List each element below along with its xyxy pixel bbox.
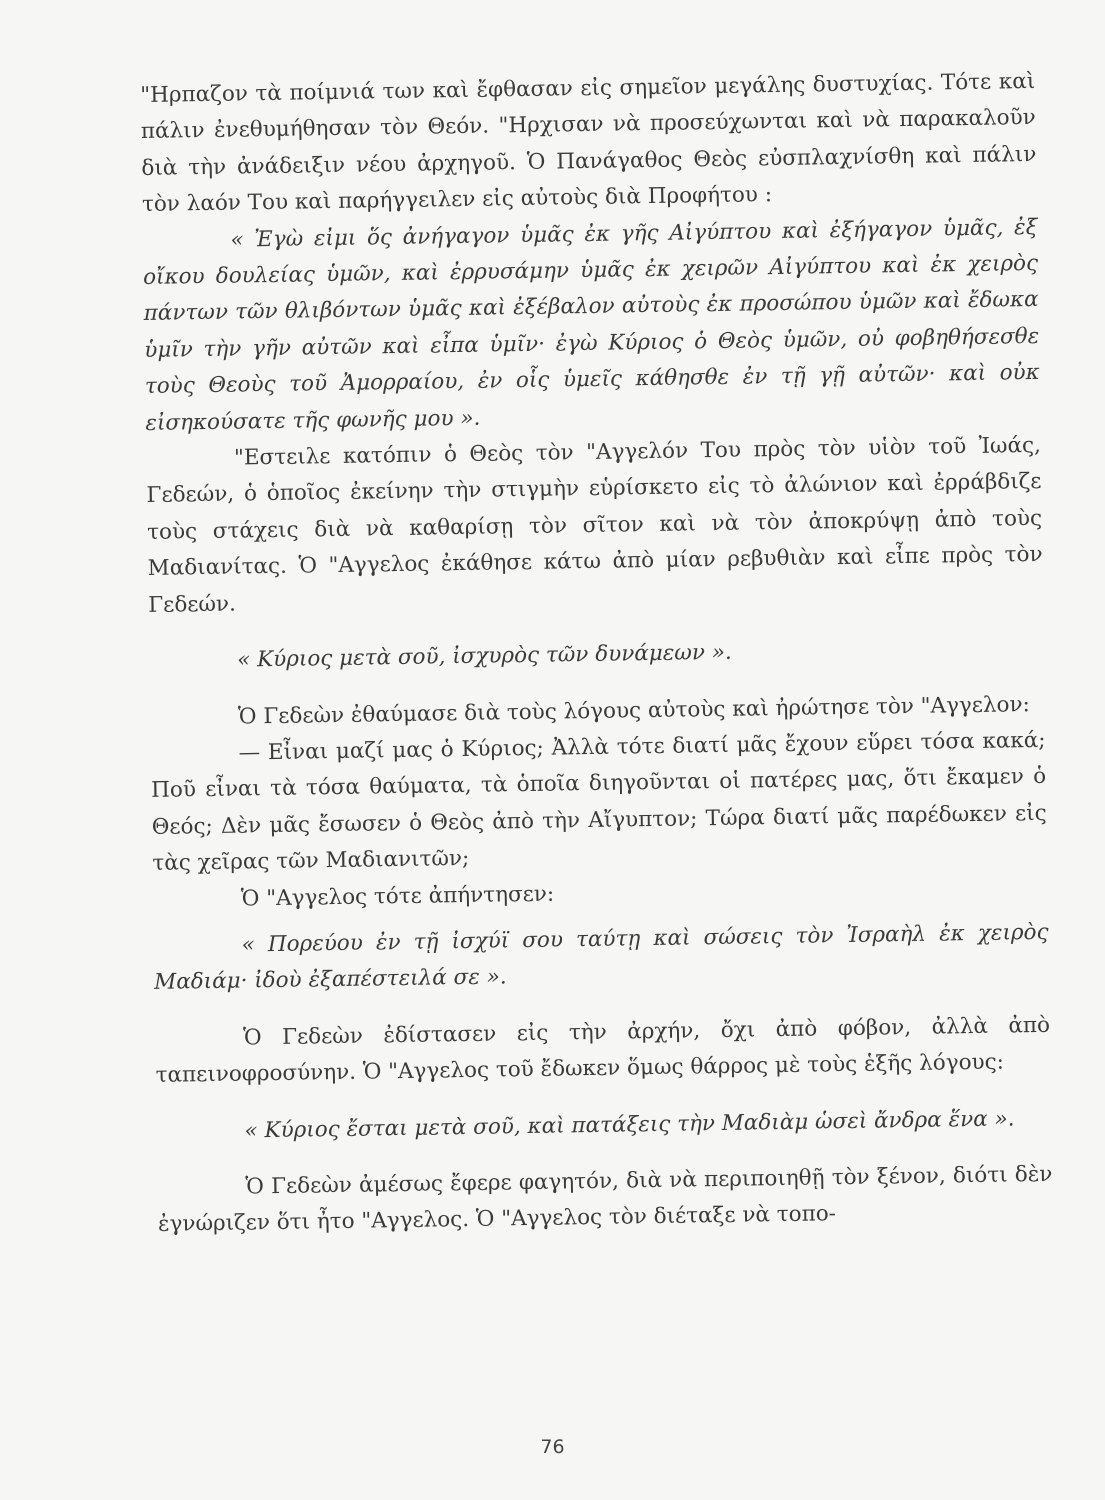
quote-angel-promise: « Κύριος ἔσται μετὰ σοῦ, καὶ πατάξεις τὴν Μαδιὰμ ὡσεὶ ἄνδρα ἕνα ». bbox=[244, 1105, 1015, 1144]
quote-prophet: « Ἐγὼ εἰμι ὅς ἀνήγαγον ὑμᾶς ἐκ γῆς Αἰγύπτου καὶ ἐξήγαγον ὑμᾶς, ἐξ οἴκου δουλείας ὑμῶν, καὶ ἐρρυσάμην ὑμᾶς ἐκ χειρῶν Αἰγύπτου καὶ ἐκ χειρὸς πάντων τῶν θλιβόντων ὑμᾶς καὶ ἐξέβαλον αὐτοὺς ἐκ προσώπου ὑμῶν καὶ ἔδωκα ὑμῖν τὴν γῆν αὐτῶν καὶ εἶπα ὑμῖν· ἐγὼ Κύριος ὁ Θεὸς ὑμῶν, οὐ φοβηθήσεσθε τοὺς Θεοὺς τοῦ Ἀμορραίου, ἐν οἷς ὑμεῖς κάθησθε ἐν τῇ γῇ αὐτῶν· καὶ οὐκ εἰσηκούσατε τῆς φωνῆς μου ». bbox=[142, 214, 1040, 436]
paragraph-intro: "Ηρπαζον τὰ ποίμνιά των καὶ ἔφθασαν εἰς σημεῖον μεγάλης δυστυχίας. Τότε καὶ πάλιν ἐνεθυμήθησαν τὸν Θεόν. "Ηρχισαν νὰ προσεύχωνται καὶ νὰ παρακαλοῦν διὰ τὴν ἀνάδειξιν νέου ἀρχηγοῦ. Ὁ Πανάγαθος Θεὸς εὐσπλαχνίσθη καὶ πάλιν τὸν λαόν Του καὶ παρήγγειλεν εἰς αὐτοὺς διὰ Προφήτου : bbox=[140, 68, 1037, 218]
paragraph-gideon-food: Ὁ Γεδεὼν ἀμέσως ἔφερε φαγητόν, διὰ νὰ περιποιηθῇ τὸν ξένον, διότι δὲν ἐγνώριζεν ὅτι ἦτο "Αγγελος. Ὁ "Αγγελος τὸν διέταξε νὰ τοπο- bbox=[157, 1161, 1053, 1238]
quote-angel-greeting: « Κύριος μετὰ σοῦ, ἰσχυρὸς τῶν δυνάμεων ». bbox=[236, 639, 732, 673]
paragraph-gideon-questions: — Εἶναι μαζί μας ὁ Κύριος; Ἀλλὰ τότε διατί μᾶς ἔχουν εὕρει τόσα κακά; Ποῦ εἶναι τὰ τόσα θαύματα, τὰ ὁποῖα διηγοῦνται οἱ πατέρες μας, ὅτι ἔκαμεν ὁ Θεός; Δὲν μᾶς ἔσωσεν ὁ Θεὸς ἀπὸ τὴν Αἴγυπτον; Τώρα διατί μᾶς παρέδωκεν εἰς τὰς χεῖρας τῶν Μαδιανιτῶν; bbox=[151, 727, 1047, 877]
page-text bbox=[140, 64, 1053, 1244]
paragraph-angel-sent: "Εστειλε κατόπιν ὁ Θεὸς τὸν "Αγγελόν Του πρὸς τὸν υἱὸν τοῦ Ἰωάς, Γεδεών, ὁ ὁποῖος ἐκείνην τὴν στιγμὴν εὑρίσκετο εἰς τὸ ἀλώνιον καὶ ἐρράβδιζε τοὺς στάχεις διὰ νὰ καθαρίσῃ τὸν σῖτον καὶ νὰ τὸν ἀποκρύψῃ ἀπὸ τοὺς Μαδιανίτας. Ὁ "Αγγελος ἐκάθησε κάτω ἀπὸ μίαν ρεβυθιὰν καὶ εἶπε πρὸς τὸν Γεδεών. bbox=[146, 432, 1043, 618]
paragraph-gideon-hesitated: Ὁ Γεδεὼν ἐδίστασεν εἰς τὴν ἀρχήν, ὄχι ἀπὸ φόβον, ἀλλὰ ἀπὸ ταπεινοφροσύνην. Ὁ "Αγγελος τοῦ ἔδωκεν ὅμως θάρρος μὲ τοὺς ἑξῆς λόγους: bbox=[155, 1012, 1051, 1089]
paragraph-angel-answered: Ὁ "Αγγελος τότε ἀπήντησεν: bbox=[240, 881, 555, 912]
quote-angel-command: « Πορεύου ἐν τῇ ἰσχύϊ σου ταύτῃ καὶ σώσεις τὸν Ἰσραὴλ ἐκ χειρὸς Μαδιάμ· ἰδοὺ ἐξαπέστειλά σε ». bbox=[154, 919, 1049, 996]
page-number: 76 bbox=[540, 1436, 565, 1458]
paragraph-gideon-wonders: Ὁ Γεδεὼν ἐθαύμασε διὰ τοὺς λόγους αὐτοὺς καὶ ἠρώτησε τὸν "Αγγελον: bbox=[237, 691, 1031, 730]
